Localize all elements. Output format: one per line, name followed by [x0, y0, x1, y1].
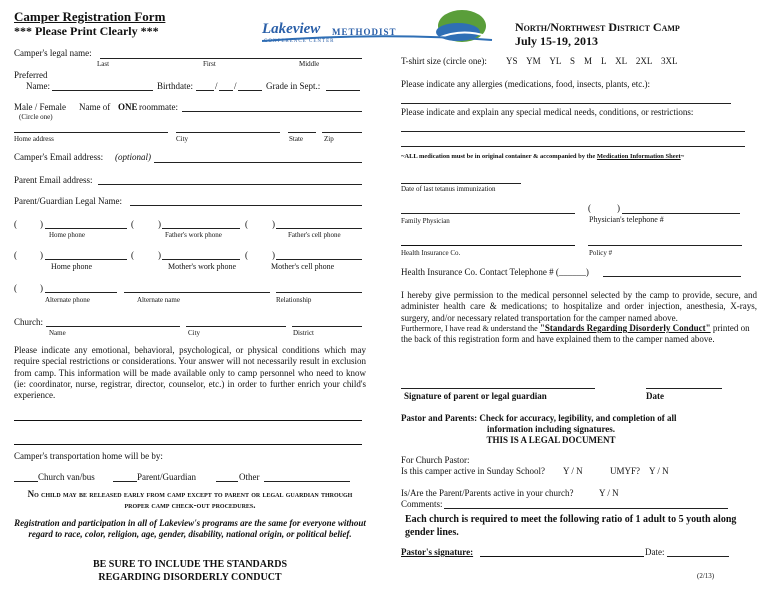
mothers-cell-line[interactable]: [276, 259, 362, 260]
legal-name-line[interactable]: [100, 58, 362, 59]
paren-close-7: ): [40, 283, 43, 293]
relationship-line[interactable]: [276, 292, 362, 293]
medication-note: [401, 154, 684, 161]
logo-subtext: CONFERENCE CENTER: [264, 39, 335, 44]
no-child-release-note: No child may be released early from camp except to parent or legal guardian through proper camp check-out procedures.: [27, 489, 353, 511]
adult-ratio-note: Each church is required to meet the following ratio of 1 adult to 5 youth along gender lines.: [405, 514, 737, 538]
tshirt-sizes[interactable]: YS YM YL S M L XL 2XL 3XL: [506, 56, 678, 66]
form-revision-code: (2/13): [697, 572, 715, 580]
middle-caption: Middle: [299, 60, 320, 68]
alt-name-caption: Alternate name: [137, 296, 180, 304]
camper-email-label: Camper's Email address:: [14, 152, 104, 162]
pastor-check-line-1: Pastor and Parents: Check for accuracy, legibility, and completion of all: [401, 413, 677, 423]
guardian-name-label: Parent/Guardian Legal Name:: [14, 196, 122, 206]
preferred-name-line[interactable]: [52, 90, 153, 91]
policy-caption: Policy #: [589, 249, 613, 257]
gender-options[interactable]: Male / Female: [14, 102, 66, 112]
print-clearly-note: *** Please Print Clearly ***: [14, 24, 159, 38]
camper-email-line[interactable]: [154, 162, 362, 163]
circle-one-note: (Circle one): [19, 113, 53, 121]
medication-note-text: ~ALL medication must be in original container & accompanied by the: [401, 153, 596, 160]
umyf-yn[interactable]: Y / N: [649, 466, 669, 476]
church-city-caption: City: [188, 329, 201, 337]
fathers-cell-line[interactable]: [276, 228, 362, 229]
parents-active-yn[interactable]: Y / N: [599, 488, 619, 498]
tetanus-caption: Date of last tetanus immunization: [401, 185, 496, 193]
standards-reminder-1: BE SURE TO INCLUDE THE STANDARDS: [92, 559, 288, 570]
sunday-school-yn[interactable]: Y / N: [563, 466, 583, 476]
conditions-line-2[interactable]: [14, 444, 362, 445]
logo-text-methodist: METHODIST: [332, 27, 397, 37]
home-address-caption: Home address: [14, 135, 54, 143]
insurance-contact-label: Health Insurance Co. Contact Telephone # (______): [401, 267, 589, 277]
parent-email-line[interactable]: [98, 184, 362, 185]
physician-phone-line[interactable]: [622, 213, 740, 214]
furthermore-text: Furthermore, I have read & understand the: [401, 324, 538, 333]
pastor-date-line[interactable]: [667, 556, 729, 557]
church-label: Church:: [14, 317, 43, 327]
zip-line[interactable]: [322, 132, 362, 133]
parent-date-caption: Date: [646, 391, 664, 401]
preferred-name-label: Name:: [26, 81, 50, 91]
zip-caption: Zip: [324, 135, 334, 143]
guardian-name-line[interactable]: [130, 205, 362, 206]
mothers-cell-caption: Mother's cell phone: [271, 262, 335, 271]
legal-name-label: Camper's legal name:: [14, 48, 92, 58]
standards-title: "Standards Regarding Disorderly Conduct": [539, 323, 711, 333]
camp-name: North/Northwest District Camp: [515, 20, 680, 34]
parent-date-line[interactable]: [646, 388, 722, 389]
alt-phone-caption: Alternate phone: [45, 296, 90, 304]
home-phone-line[interactable]: [45, 228, 127, 229]
medical-permission-paragraph: I hereby give permission to the medical personnel selected by the camp to provide, secure, and administer health care & medications; to hospitalize and order injection, anesthesia, X-rays, surgery, and/or necessary related transportation for the camper named above.: [401, 290, 757, 323]
roommate-one: ONE: [118, 102, 138, 112]
logo-text: Lakeview: [262, 21, 321, 37]
pastor-check-line-2: information including signatures.: [486, 424, 616, 434]
form-title: Camper Registration Form: [14, 9, 166, 24]
paren-close-4: ): [40, 250, 43, 260]
comments-line[interactable]: [444, 508, 728, 509]
paren-5: (: [131, 250, 134, 260]
paren-close-3: ): [272, 219, 275, 229]
relationship-caption: Relationship: [276, 296, 312, 304]
first-caption: First: [203, 60, 216, 68]
roommate-line[interactable]: [182, 111, 362, 112]
slash-2: /: [234, 81, 237, 91]
physician-phone-caption: Physician's telephone #: [589, 215, 664, 224]
last-caption: Last: [97, 60, 110, 68]
special-needs-line-1[interactable]: [401, 131, 745, 132]
birth-year-line[interactable]: [238, 90, 262, 91]
special-needs-label: Please indicate and explain any special medical needs, conditions, or restrictions:: [401, 107, 694, 117]
insurance-co-caption: Health Insurance Co.: [401, 249, 461, 257]
paren-4: (: [14, 250, 17, 260]
home-address-line[interactable]: [14, 132, 168, 133]
mothers-work-caption: Mother's work phone: [168, 262, 237, 271]
family-physician-line[interactable]: [401, 213, 575, 214]
slash-1: /: [215, 81, 218, 91]
transport-label: Camper's transportation home will be by:: [14, 451, 163, 461]
insurance-co-line[interactable]: [401, 245, 575, 246]
alt-phone-line[interactable]: [45, 292, 117, 293]
paren-2: (: [131, 219, 134, 229]
lakeview-logo: [262, 8, 502, 46]
policy-line[interactable]: [588, 245, 742, 246]
church-district-caption: District: [293, 329, 314, 337]
home-phone-caption: Home phone: [49, 231, 85, 239]
paren-close-2: ): [158, 219, 161, 229]
church-district-line[interactable]: [292, 326, 362, 327]
roommate-prefix: Name of: [79, 102, 111, 112]
paren-6: (: [245, 250, 248, 260]
pastor-signature-line[interactable]: [480, 556, 644, 557]
tshirt-label: T-shirt size (circle one):: [401, 56, 487, 66]
church-name-line[interactable]: [46, 326, 180, 327]
allergies-line[interactable]: [401, 103, 731, 104]
state-line[interactable]: [288, 132, 316, 133]
optional-note: (optional): [115, 152, 151, 162]
other-option: Other: [239, 472, 260, 482]
other-checkline[interactable]: [216, 481, 238, 482]
paren-close-1: ): [40, 219, 43, 229]
printed-text: printed on the back of this registration form and have explained them to the camper named above.: [401, 323, 750, 345]
standards-reminder-2: REGARDING DISORDERLY CONDUCT: [98, 572, 282, 583]
parent-signature-caption: Signature of parent or legal guardian: [404, 391, 547, 401]
birthdate-label: Birthdate:: [157, 81, 193, 91]
umyf-question: UMYF?: [610, 466, 641, 476]
birth-day-line[interactable]: [219, 90, 233, 91]
grade-label: Grade in Sept.:: [266, 81, 321, 91]
paren-8: (: [588, 203, 591, 213]
camp-dates: July 15-19, 2013: [515, 34, 599, 48]
alt-name-line[interactable]: [124, 292, 270, 293]
paren-7: (: [14, 283, 17, 293]
comments-label: Comments:: [401, 499, 443, 509]
preferred-label: Preferred: [14, 70, 48, 80]
parents-active-question: Is/Are the Parent/Parents active in your church?: [401, 488, 574, 498]
city-line[interactable]: [176, 132, 280, 133]
other-line[interactable]: [264, 481, 350, 482]
conditions-line-1[interactable]: [14, 420, 362, 421]
parent-guardian-checkline[interactable]: [113, 481, 137, 482]
grade-line[interactable]: [326, 90, 360, 91]
paren-1: (: [14, 219, 17, 229]
medication-note-tilde: ~: [680, 153, 685, 160]
church-name-caption: Name: [49, 329, 66, 337]
roommate-label: roommate:: [139, 102, 178, 112]
medication-sheet-link[interactable]: Medication Information Sheet: [596, 153, 681, 160]
emotional-conditions-paragraph: Please indicate any emotional, behavioral, psychological, or physical conditions which may require special restrictions or considerations. Your answer will not necessarily result in exclusion from camp. This information will be made available only to camp personnel who need to know (ie: coordinator, nurse, registrar, director, counselor, etc.) in order to further enrich your child's experience.: [14, 345, 366, 400]
home-phone-2-line[interactable]: [45, 259, 127, 260]
state-caption: State: [289, 135, 303, 143]
church-van-option: Church van/bus: [38, 472, 95, 482]
registration-policy-note: Registration and participation in all of Lakeview's programs are the same for everyone without regard to race, color, religion, age, gender, disability, national origin, or political belief.: [14, 518, 366, 539]
paren-close-6: ): [272, 250, 275, 260]
paren-close-8: ): [617, 203, 620, 213]
paren-3: (: [245, 219, 248, 229]
pastor-date-label: Date:: [645, 547, 665, 557]
home-phone-2-caption: Home phone: [51, 262, 93, 271]
special-needs-line-2[interactable]: [401, 146, 745, 147]
city-caption: City: [176, 135, 189, 143]
fathers-work-line[interactable]: [162, 228, 240, 229]
parent-guardian-option: Parent/Guardian: [137, 472, 196, 482]
disorderly-conduct-paragraph: [401, 323, 751, 346]
allergies-label: Please indicate any allergies (medications, food, insects, plants, etc.):: [401, 79, 651, 89]
pastor-signature-label: Pastor's signature:: [401, 547, 474, 557]
church-van-checkline[interactable]: [14, 481, 38, 482]
sunday-school-question: Is this camper active in Sunday School?: [401, 466, 545, 476]
mothers-work-line[interactable]: [162, 259, 240, 260]
family-physician-caption: Family Physician: [401, 217, 450, 225]
insurance-contact-line[interactable]: [603, 276, 741, 277]
for-pastor-label: For Church Pastor:: [401, 455, 470, 465]
fathers-cell-caption: Father's cell phone: [288, 231, 341, 239]
tetanus-line[interactable]: [401, 183, 521, 184]
church-city-line[interactable]: [186, 326, 286, 327]
parent-signature-line[interactable]: [401, 388, 595, 389]
fathers-work-caption: Father's work phone: [165, 231, 222, 239]
birth-month-line[interactable]: [196, 90, 214, 91]
legal-document-note: THIS IS A LEGAL DOCUMENT: [486, 435, 616, 445]
parent-email-label: Parent Email address:: [14, 175, 93, 185]
paren-close-5: ): [158, 250, 161, 260]
